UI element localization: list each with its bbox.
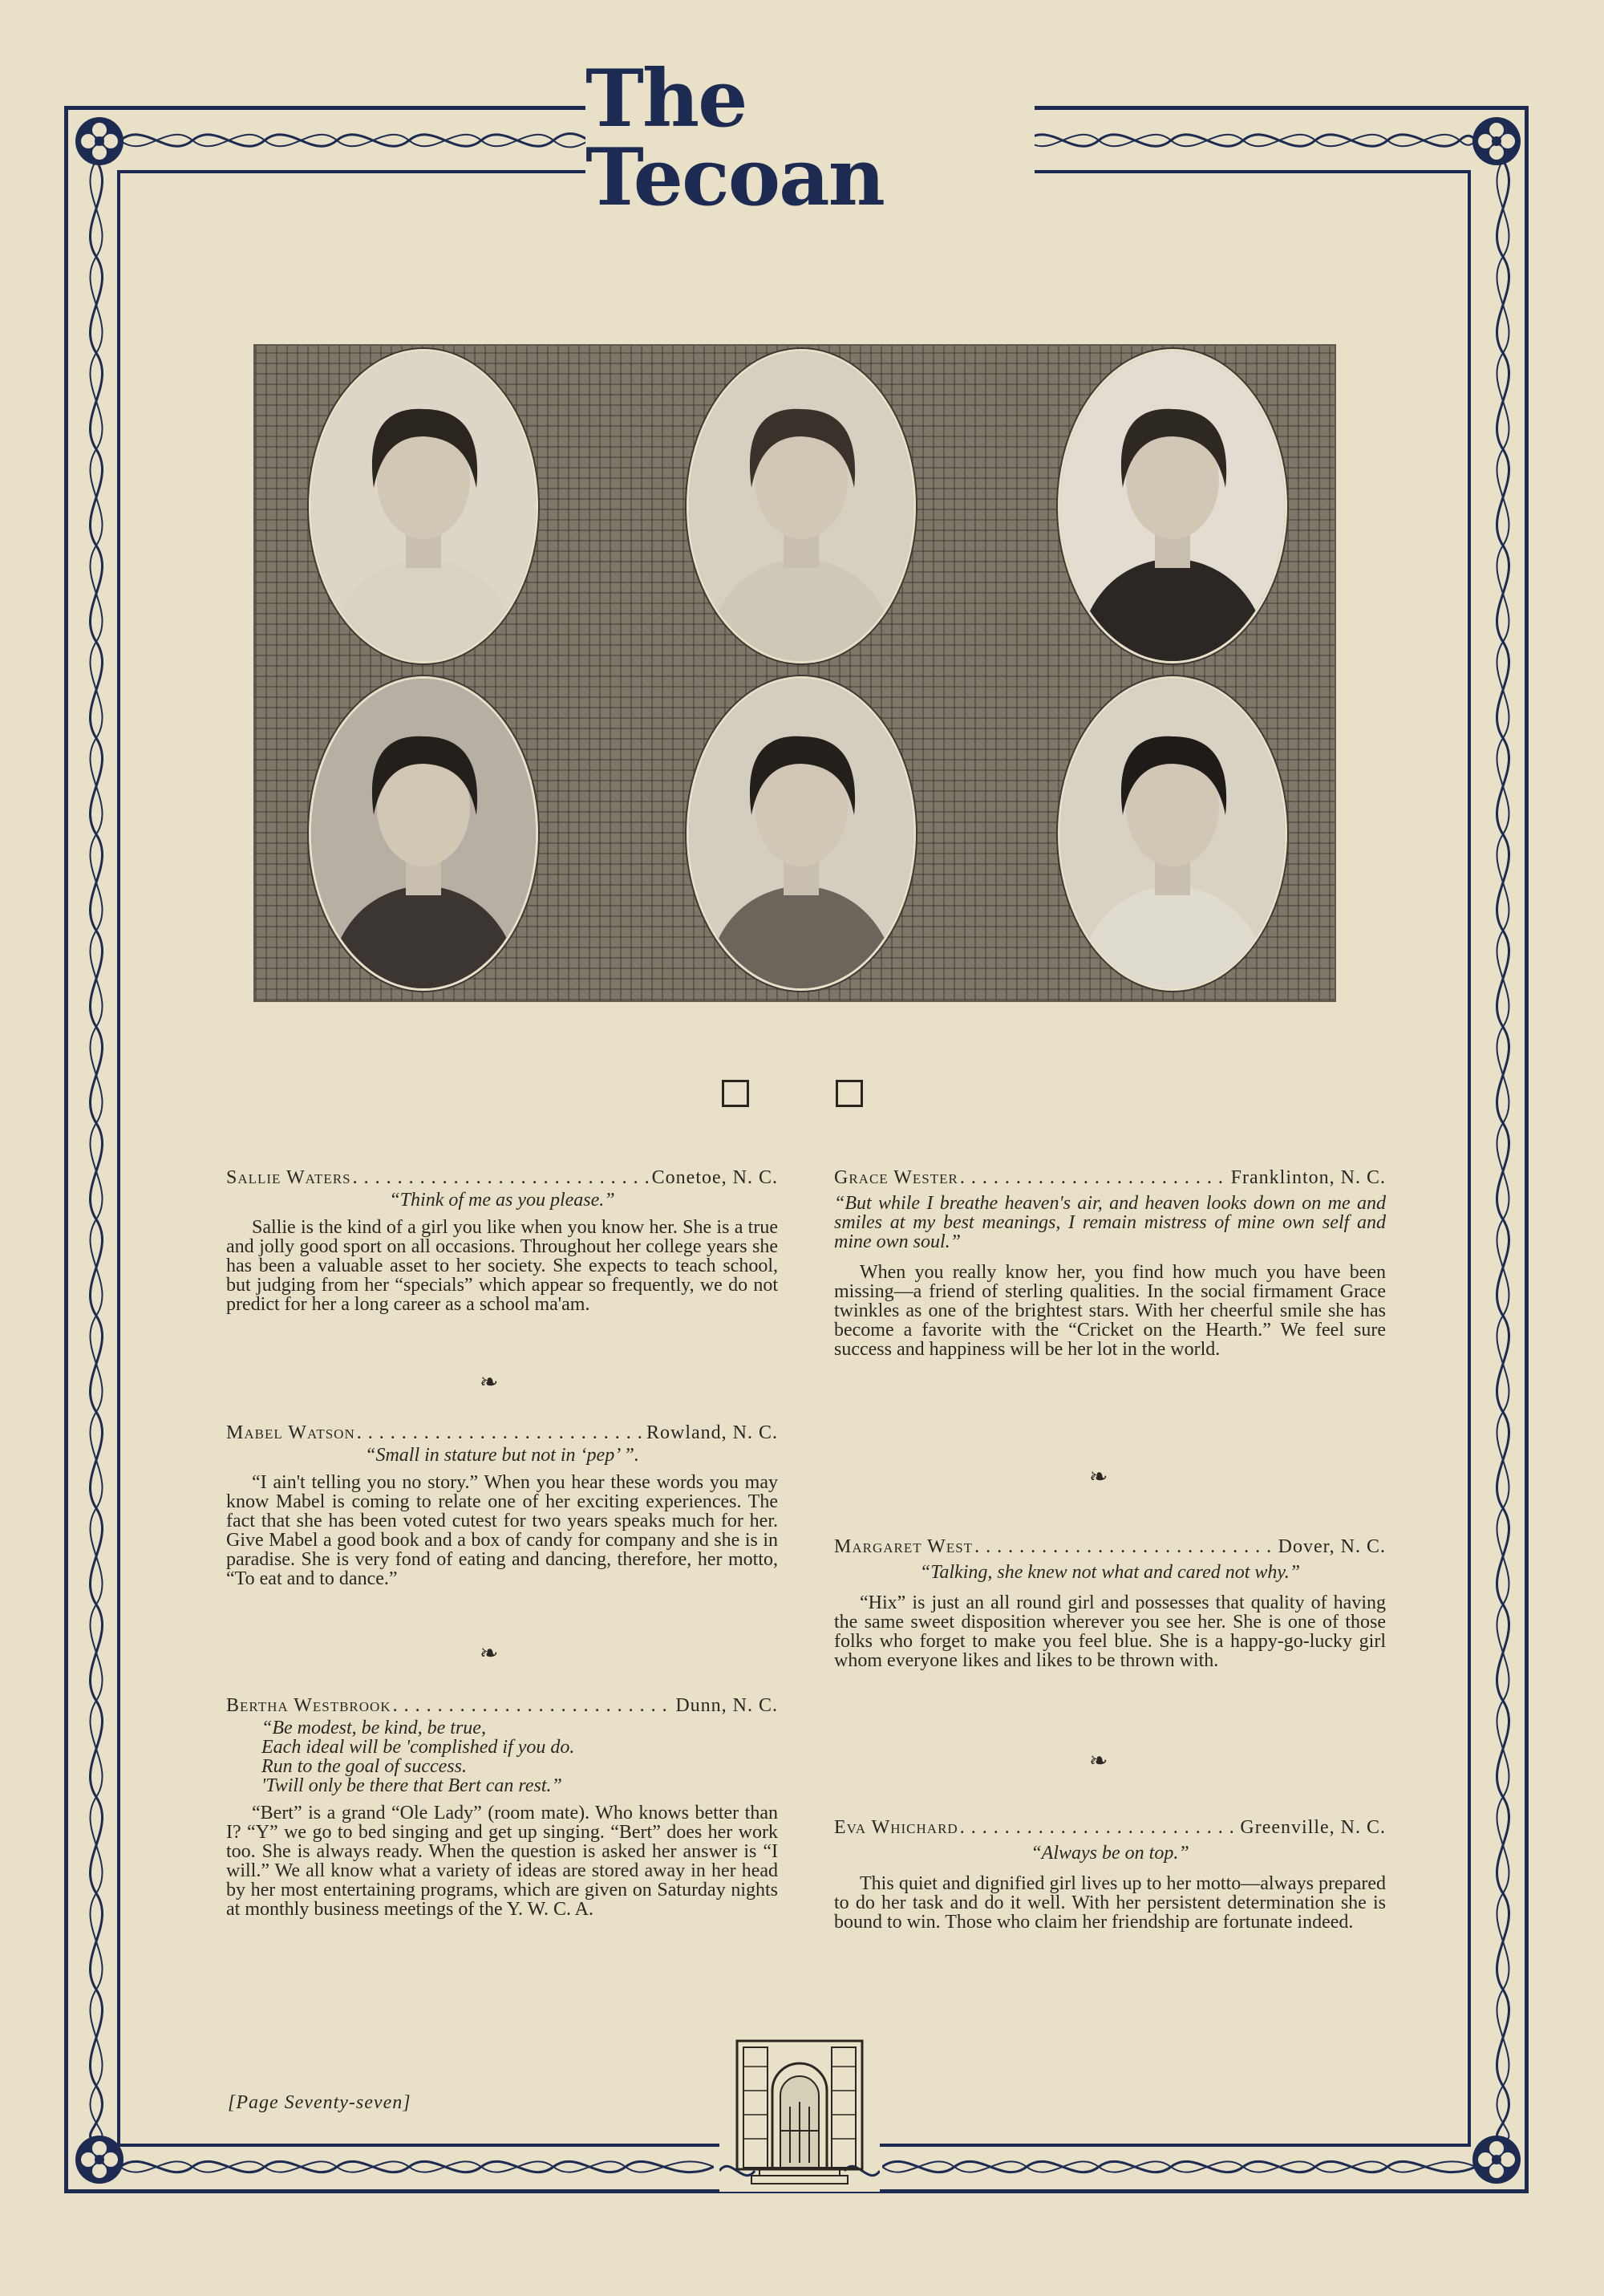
portrait-grace-wester (687, 349, 916, 663)
motto-line: Run to the goal of success. (261, 1756, 467, 1777)
photo-panel (253, 344, 1336, 1002)
masthead-title: The Tecoan (585, 53, 884, 224)
portrait-margaret-west (309, 676, 538, 991)
entry-motto: “Think of me as you please.” (389, 1190, 615, 1211)
portrait-photo (1060, 679, 1285, 988)
fleuron-icon: ❧ (480, 1370, 499, 1395)
entry-motto (226, 1718, 778, 1795)
motto-line: 'Twill only be there that Bert can rest.” (261, 1775, 562, 1796)
page-number: [Page Seventy-seven] (228, 2092, 411, 2113)
entry-hometown: Greenville, N. C. (1240, 1817, 1386, 1838)
entry-text: Sallie is the kind of a girl you like when you know her. She is a true and jolly good sport on all occasions. Throughout her college years she has been a valuable asset to her society. She expects to teach school, but judging from her “specials” which appear so frequently, we do not predict for her a long career as a school ma'am. (226, 1217, 778, 1315)
entry-text: This quiet and dignified girl lives up to her motto—always prepared to do her task and do it well. With her persistent determination she is bound to win. Those who claim her friendship are fortunate indeed. (834, 1873, 1386, 1933)
flower-corner-icon (1468, 2131, 1525, 2189)
entry-text: “Hix” is just an all round girl and possesses that quality of having the same sweet disposition wherever you see her. She is one of those folks who forget to make you feel blue. She is a happy-go-lucky girl whom everyone likes and likes to be thrown with. (834, 1592, 1386, 1671)
bottom-right-vine-border (882, 2148, 1476, 2185)
portrait-photo (311, 351, 536, 661)
entry-motto: “Small in stature but not in ‘pep’ ”. (365, 1445, 639, 1466)
right-vine-border (1477, 160, 1529, 2142)
entry-hometown: Dover, N. C. (1278, 1536, 1386, 1557)
entry-name: Eva Whichard (834, 1817, 958, 1838)
entry-hometown: Conetoe, N. C. (651, 1167, 778, 1188)
portrait-photo (689, 679, 913, 988)
entry-mabel-watson (226, 1423, 778, 1588)
ornament-box (722, 1080, 749, 1107)
motto-line: “Be modest, be kind, be true, (261, 1718, 486, 1738)
fleuron-icon: ❧ (1089, 1749, 1108, 1774)
entry-name: Grace Wester (834, 1167, 958, 1188)
portrait-bertha-westbrook (687, 676, 916, 991)
flower-corner-icon (1468, 112, 1525, 170)
entry-name: Margaret West (834, 1536, 974, 1557)
motto-line: Each ideal will be 'complished if you do. (261, 1737, 575, 1758)
portrait-sallie-waters (309, 349, 538, 663)
entry-grace-wester (834, 1168, 1386, 1359)
entry-hometown: Rowland, N. C. (646, 1422, 778, 1443)
bottom-left-vine-border (120, 2148, 714, 2185)
entry-motto: “Always be on top.” (1031, 1843, 1189, 1864)
flower-corner-icon (71, 112, 128, 170)
top-left-vine-border (120, 120, 602, 160)
masthead (585, 53, 1035, 224)
ornament-box (836, 1080, 863, 1107)
right-column (834, 1168, 1386, 1986)
entry-name: Sallie Waters (226, 1167, 351, 1188)
portrait-photo (311, 679, 536, 988)
entry-eva-whichard (834, 1818, 1386, 1932)
fleuron-icon: ❧ (1089, 1465, 1108, 1490)
entry-hometown: Dunn, N. C. (675, 1695, 778, 1716)
entry-bertha-westbrook (226, 1696, 778, 1919)
entry-motto: “But while I breathe heaven's air, and heaven looks down on me and smiles at my best meanings, I remain mistress of mine own self and mine own soul.” (834, 1193, 1386, 1252)
left-vine-border (71, 160, 122, 2142)
portrait-photo (689, 351, 913, 661)
entry-margaret-west (834, 1537, 1386, 1670)
doorway-ornament-icon (719, 2034, 880, 2192)
portrait-mabel-watson (1058, 349, 1287, 663)
flower-corner-icon (71, 2131, 128, 2189)
entry-sallie-waters (226, 1168, 778, 1314)
portrait-eva-whichard (1058, 676, 1287, 991)
entry-text: “I ain't telling you no story.” When you hear these words you may know Mabel is coming to relate one of her exciting experiences. The fact that she has been voted cutest for two years speaks much for her. Give Mabel a good book and a box of candy for company and she is in paradise. She is very fond of eating and dancing, therefore, her motto, “To eat and to dance.” (226, 1472, 778, 1589)
entry-name: Mabel Watson (226, 1422, 355, 1443)
entry-text: When you really know her, you find how much you have been missing—a friend of sterling qualities. In the social firmament Grace twinkles as one of the brightest stars. With her cheerful smile she has become a favorite with the “Cricket on the Hearth.” We feel sure success and happiness will be her lot in the world. (834, 1262, 1386, 1360)
portrait-photo (1060, 351, 1285, 661)
entry-name: Bertha Westbrook (226, 1695, 391, 1716)
entry-text: “Bert” is a grand “Ole Lady” (room mate). Who knows better than I? “Y” we go to bed singing and get up singing. “Bert” does her work too. She is always ready. When the question is asked her answer is “I will.” We all know what a variety of ideas are stored away in her head by her most entertaining programs, which are given on Saturday nights at monthly business meetings of the Y. W. C. A. (226, 1803, 778, 1920)
entry-motto: “Talking, she knew not what and cared not why.” (919, 1562, 1301, 1583)
fleuron-icon: ❧ (480, 1641, 499, 1666)
left-column (226, 1168, 778, 1986)
top-right-vine-border (1027, 120, 1476, 160)
entry-hometown: Franklinton, N. C. (1230, 1167, 1386, 1188)
